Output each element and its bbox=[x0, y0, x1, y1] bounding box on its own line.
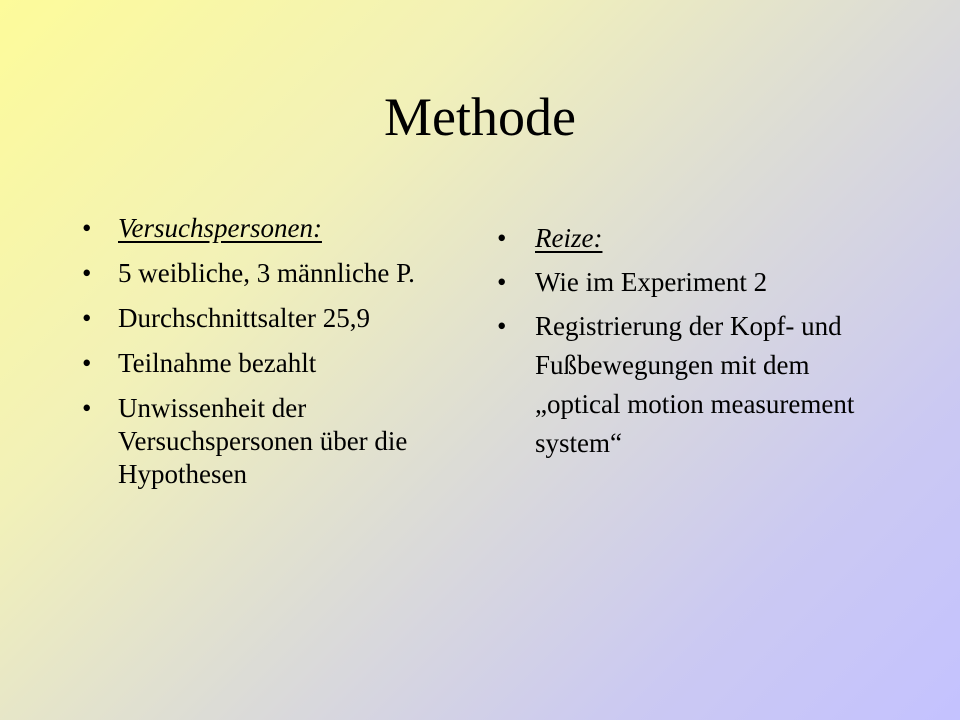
bullet-dot-icon: • bbox=[82, 213, 92, 243]
bullet-reize bbox=[497, 219, 837, 258]
text-registrierung: Registrierung der Kopf- und Fußbewegungen mit dem „optical motion measurement system“ bbox=[535, 311, 855, 458]
bullet-versuchspersonen bbox=[82, 212, 422, 245]
bullet-payment bbox=[82, 347, 422, 380]
text-average-age: Durchschnittsalter 25,9 bbox=[118, 303, 370, 333]
text-unawareness: Unwissenheit der Versuchspersonen über die Hypothesen bbox=[118, 393, 408, 489]
left-bullet-list bbox=[82, 212, 422, 503]
heading-versuchspersonen: Versuchspersonen: bbox=[118, 213, 322, 243]
heading-reize: Reize: bbox=[535, 223, 603, 253]
bullet-dot-icon: • bbox=[497, 311, 507, 341]
right-bullet-list bbox=[497, 219, 855, 468]
bullet-dot-icon: • bbox=[82, 303, 92, 333]
bullet-dot-icon: • bbox=[82, 348, 92, 378]
bullet-dot-icon: • bbox=[497, 267, 507, 297]
text-experiment: Wie im Experiment 2 bbox=[535, 267, 768, 297]
bullet-experiment bbox=[497, 263, 837, 302]
bullet-unawareness bbox=[82, 392, 422, 491]
bullet-dot-icon: • bbox=[82, 258, 92, 288]
bullet-dot-icon: • bbox=[497, 223, 507, 253]
bullet-average-age bbox=[82, 302, 422, 335]
bullet-participants bbox=[82, 257, 422, 290]
bullet-dot-icon: • bbox=[82, 393, 92, 423]
text-participants: 5 weibliche, 3 männliche P. bbox=[118, 258, 415, 288]
slide-title: Methode bbox=[384, 87, 576, 147]
bullet-registrierung bbox=[497, 307, 855, 463]
text-payment: Teilnahme bezahlt bbox=[118, 348, 317, 378]
